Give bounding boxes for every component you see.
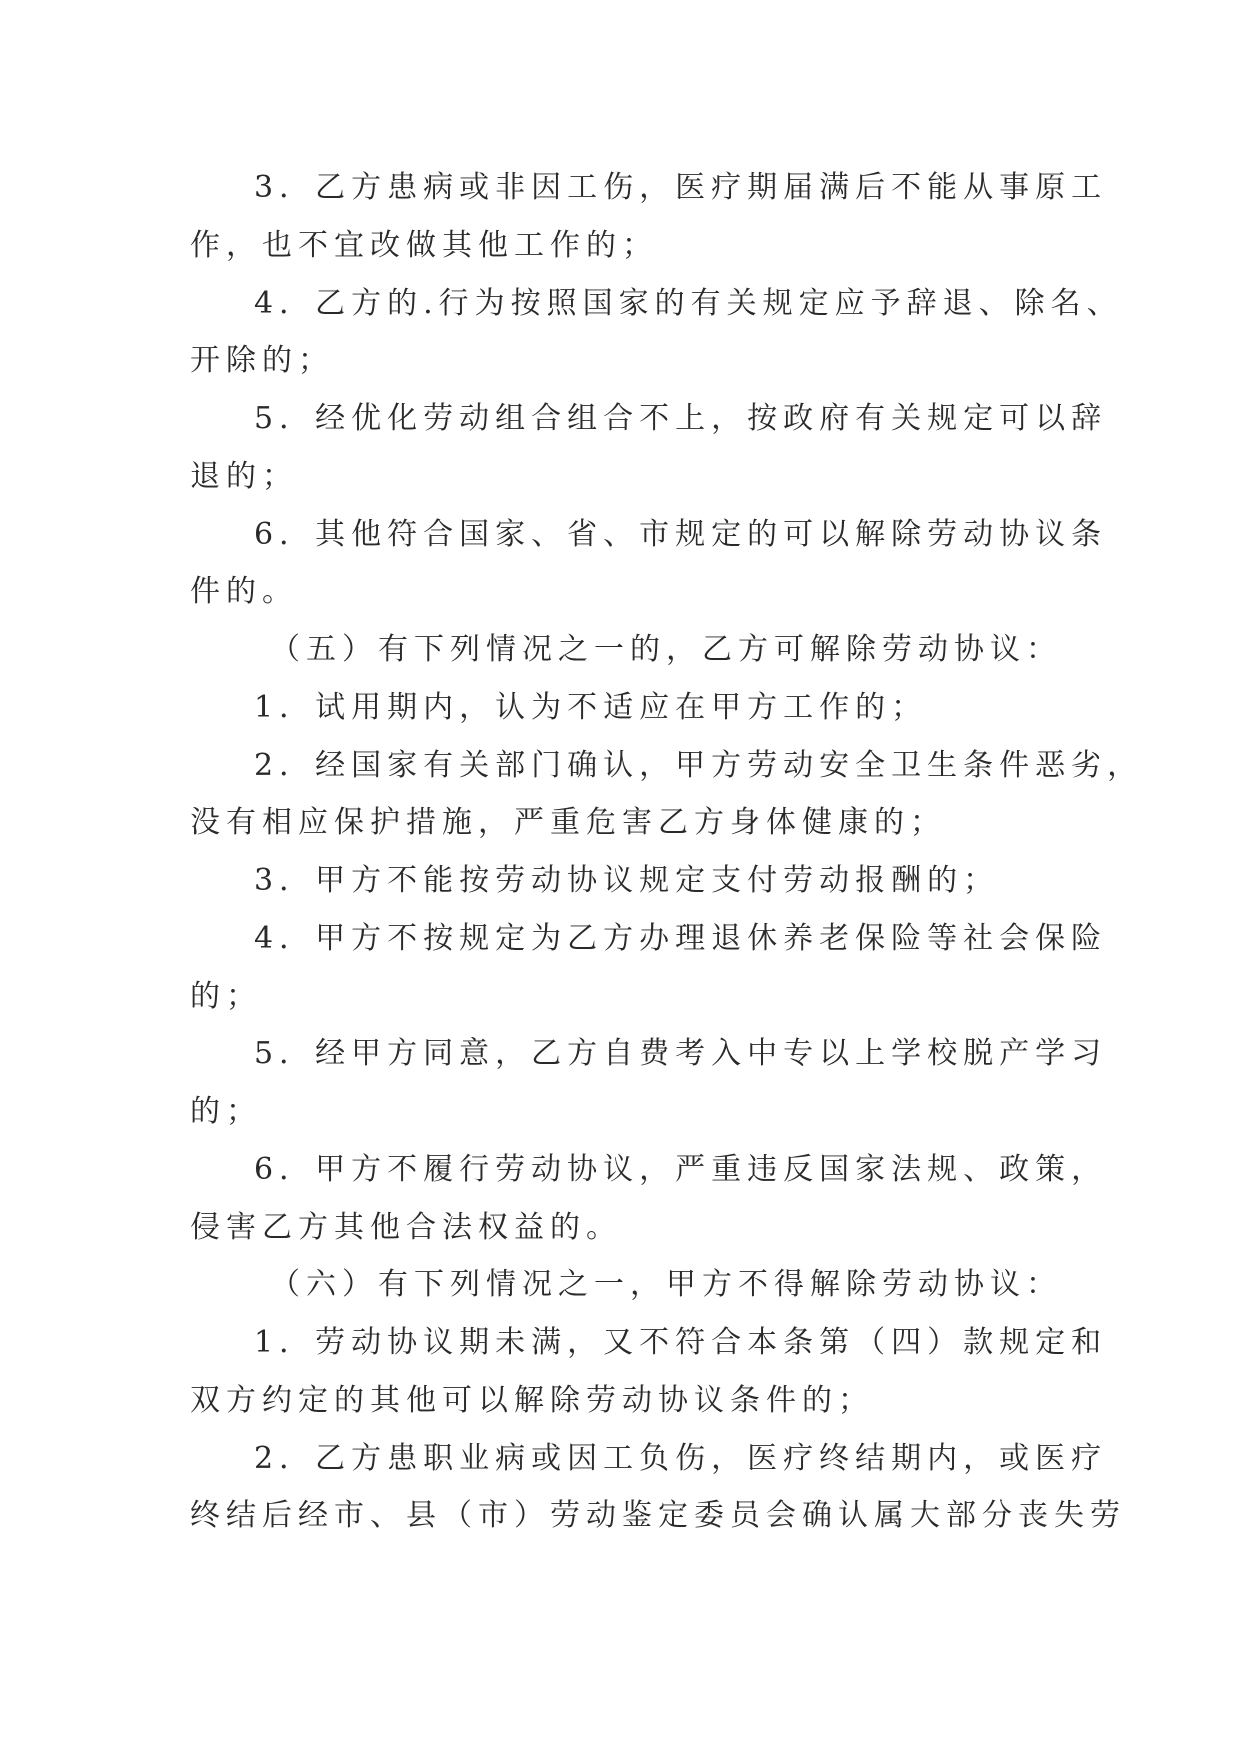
text-line-item-3-cont: 作，也不宜改做其他工作的； [190,228,658,263]
text-line-five-item-5-cont: 的； [190,1094,262,1129]
text-line-six-item-1-cont: 双方约定的其他可以解除劳动协议条件的； [190,1383,874,1418]
section-heading-five: （五）有下列情况之一的，乙方可解除劳动协议： [270,632,1062,667]
text-line-five-item-6-cont: 侵害乙方其他合法权益的。 [190,1210,622,1245]
text-line-item-4: 4．乙方的.行为按照国家的有关规定应予辞退、除名、 [254,286,1123,321]
text-line-item-4-cont: 开除的； [190,343,334,378]
text-line-five-item-6: 6．甲方不履行劳动协议，严重违反国家法规、政策， [254,1152,1108,1187]
text-line-item-6: 6．其他符合国家、省、市规定的可以解除劳动协议条 [254,517,1108,552]
text-line-item-3: 3．乙方患病或非因工伤，医疗期届满后不能从事原工 [254,170,1108,205]
text-line-six-item-2-cont: 终结后经市、县（市）劳动鉴定委员会确认属大部分丧失劳 [190,1498,1126,1533]
text-line-item-6-cont: 件的。 [190,574,298,609]
text-line-item-5: 5．经优化劳动组合组合不上，按政府有关规定可以辞 [254,401,1108,436]
text-line-item-5-cont: 退的； [190,459,298,494]
text-line-five-item-2-cont: 没有相应保护措施，严重危害乙方身体健康的； [190,805,946,840]
text-line-five-item-4: 4．甲方不按规定为乙方办理退休养老保险等社会保险 [254,921,1108,956]
section-heading-six: （六）有下列情况之一，甲方不得解除劳动协议： [270,1267,1062,1302]
text-line-five-item-1: 1．试用期内，认为不适应在甲方工作的； [254,690,928,725]
text-line-six-item-2: 2．乙方患职业病或因工负伤，医疗终结期内，或医疗 [254,1441,1108,1476]
text-line-six-item-1: 1．劳动协议期未满，又不符合本条第（四）款规定和 [254,1325,1108,1360]
text-line-five-item-3: 3．甲方不能按劳动协议规定支付劳动报酬的； [254,863,1000,898]
text-line-five-item-2: 2．经国家有关部门确认，甲方劳动安全卫生条件恶劣， [254,748,1144,783]
text-line-five-item-5: 5．经甲方同意，乙方自费考入中专以上学校脱产学习 [254,1036,1108,1071]
text-line-five-item-4-cont: 的； [190,979,262,1014]
